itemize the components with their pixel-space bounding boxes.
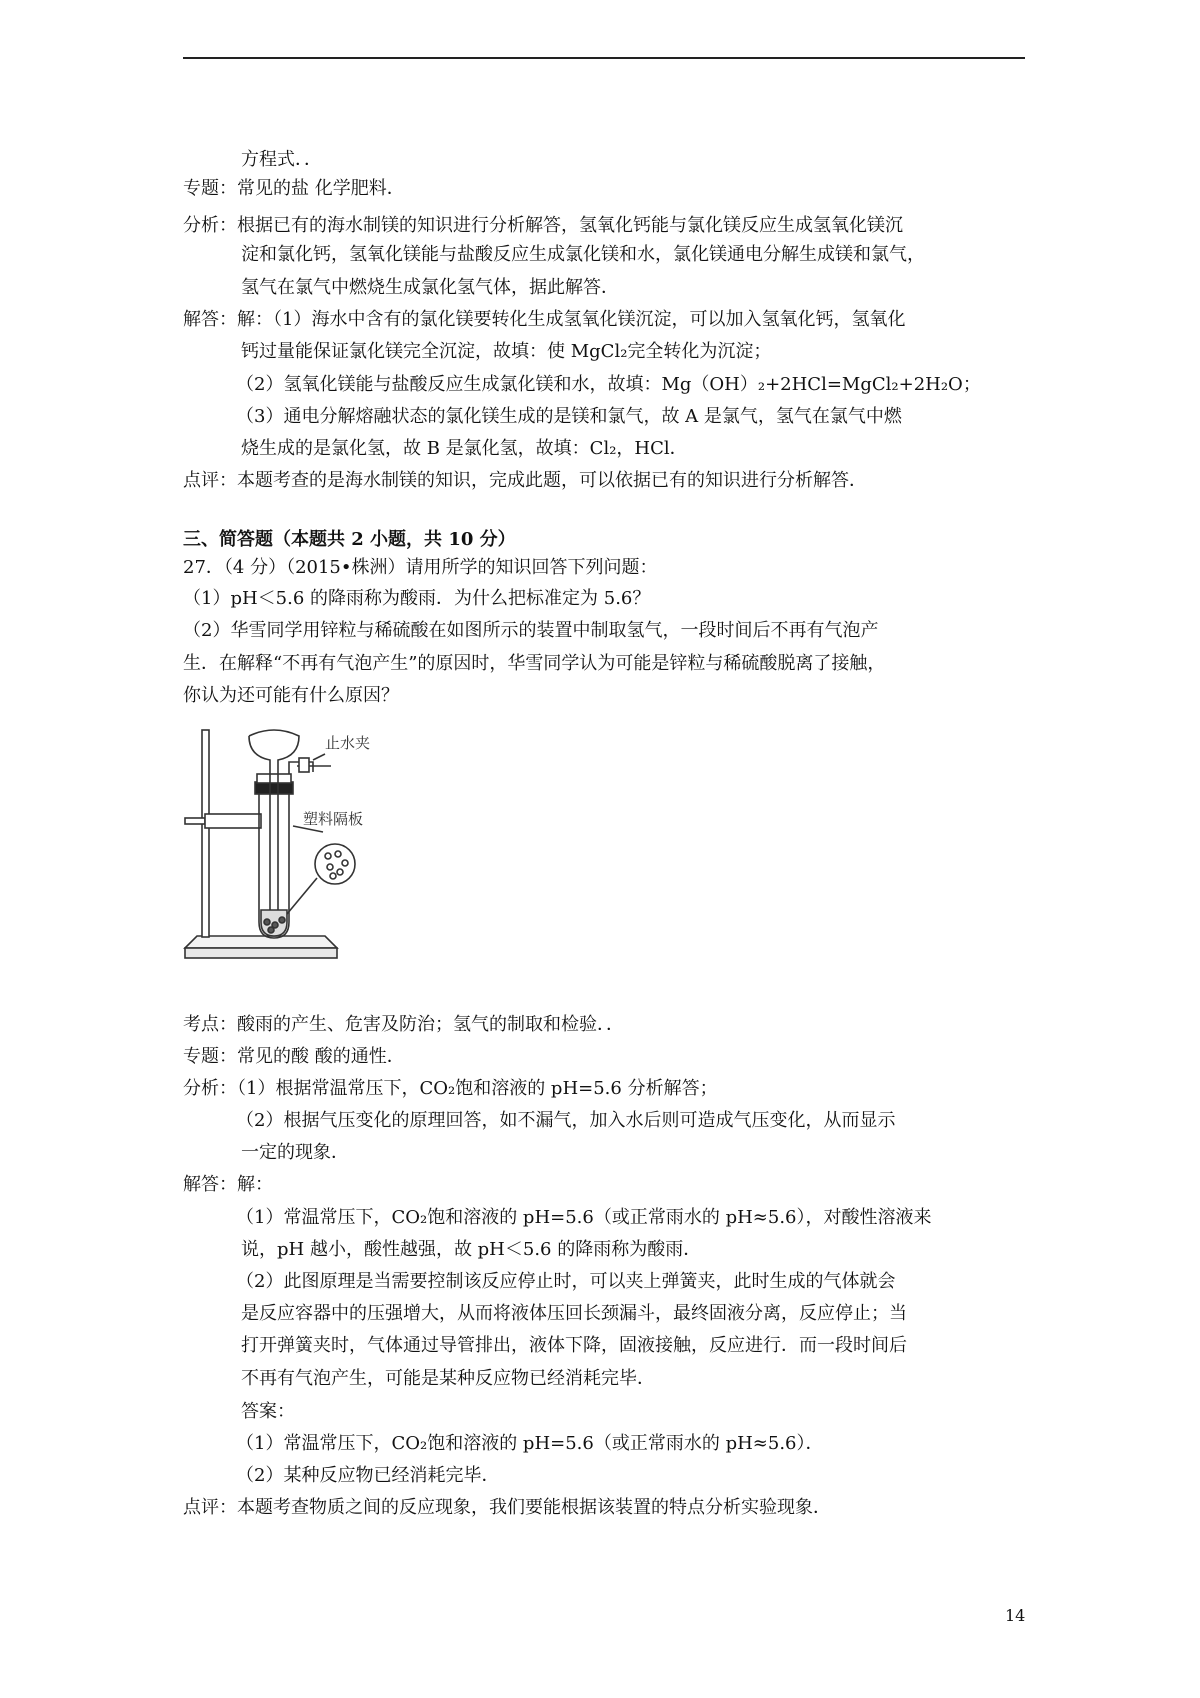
solution-head: 解答：解： [183, 1174, 273, 1195]
clamp-label: 止水夹 [325, 734, 371, 752]
apparatus-figure [183, 726, 393, 962]
analysis-line: 氢气在氯气中燃烧生成氯化氢气体，据此解答． [241, 277, 619, 298]
solution-line: 烧生成的是氯化氢，故 B 是氯化氢，故填：Cl₂，HCl． [241, 438, 688, 459]
board-label: 塑料隔板 [303, 810, 364, 828]
analysis-line: 一定的现象． [241, 1142, 349, 1163]
topic-line: 专题：常见的盐 化学肥料． [183, 178, 405, 199]
text-line: 方程式．． [241, 149, 322, 170]
solution-line: 是反应容器中的压强增大，从而将液体压回长颈漏斗，最终固液分离，反应停止；当 [241, 1303, 907, 1324]
analysis-line: 分析：根据已有的海水制镁的知识进行分析解答，氢氧化钙能与氯化镁反应生成氢氧化镁沉 [183, 215, 903, 236]
analysis-line: 淀和氯化钙，氢氧化镁能与盐酸反应生成氯化镁和水，氯化镁通电分解生成镁和氯气， [241, 244, 925, 265]
answer-label: 答案： [241, 1401, 295, 1422]
comment-line: 点评：本题考查的是海水制镁的知识，完成此题，可以依据已有的知识进行分析解答． [183, 470, 867, 491]
solution-line: （2）氢氧化镁能与盐酸反应生成氯化镁和水，故填：Mg（OH）₂+2HCl=MgCl₂+2H₂O； [236, 374, 981, 395]
analysis-line: 分析：（1）根据常温常压下，CO₂饱和溶液的 pH=5.6 分析解答； [183, 1078, 718, 1099]
solution-line: （2）此图原理是当需要控制该反应停止时，可以夹上弹簧夹，此时生成的气体就会 [236, 1271, 896, 1292]
topic-line: 专题：常见的酸 酸的通性． [183, 1046, 405, 1067]
question-part: 生．在解释“不再有气泡产生”的原因时，华雪同学认为可能是锌粒与稀硫酸脱离了接触， [183, 653, 886, 674]
page-number: 14 [1005, 1606, 1026, 1625]
solution-line: 钙过量能保证氯化镁完全沉淀，故填：使 MgCl₂完全转化为沉淀； [241, 341, 772, 362]
key-point-line: 考点：酸雨的产生、危害及防治；氢气的制取和检验．． [183, 1014, 624, 1035]
analysis-line: （2）根据气压变化的原理回答，如不漏气，加入水后则可造成气压变化，从而显示 [236, 1110, 896, 1131]
question-part: 你认为还可能有什么原因？ [183, 685, 399, 706]
solution-line: 打开弹簧夹时，气体通过导管排出，液体下降，固液接触，反应进行．而一段时间后 [241, 1335, 907, 1356]
solution-line: （1）常温常压下，CO₂饱和溶液的 pH=5.6（或正常雨水的 pH≈5.6），对酸性溶液来 [236, 1207, 932, 1228]
comment-line: 点评：本题考查物质之间的反应现象，我们要能根据该装置的特点分析实验现象． [183, 1497, 831, 1518]
solution-line: （3）通电分解熔融状态的氯化镁生成的是镁和氯气，故 A 是氯气，氢气在氯气中燃 [236, 406, 902, 427]
question-stem: 27．（4 分）（2015•株洲）请用所学的知识回答下列问题： [183, 557, 658, 578]
solution-line: 解答：解：（1）海水中含有的氯化镁要转化生成氢氧化镁沉淀，可以加入氢氧化钙，氢氧化 [183, 309, 906, 330]
header-rule [183, 57, 1025, 59]
answer-line: （1）常温常压下，CO₂饱和溶液的 pH=5.6（或正常雨水的 pH≈5.6）． [236, 1433, 824, 1454]
question-part: （1）pH＜5.6 的降雨称为酸雨．为什么把标准定为 5.6？ [183, 588, 651, 609]
solution-line: 不再有气泡产生，可能是某种反应物已经消耗完毕． [241, 1368, 655, 1389]
section-title: 三、简答题（本题共 2 小题，共 10 分） [183, 529, 516, 550]
answer-line: （2）某种反应物已经消耗完毕． [236, 1465, 500, 1486]
question-part: （2）华雪同学用锌粒与稀硫酸在如图所示的装置中制取氢气，一段时间后不再有气泡产 [183, 620, 879, 641]
solution-line: 说，pH 越小，酸性越强，故 pH＜5.6 的降雨称为酸雨． [241, 1239, 702, 1260]
